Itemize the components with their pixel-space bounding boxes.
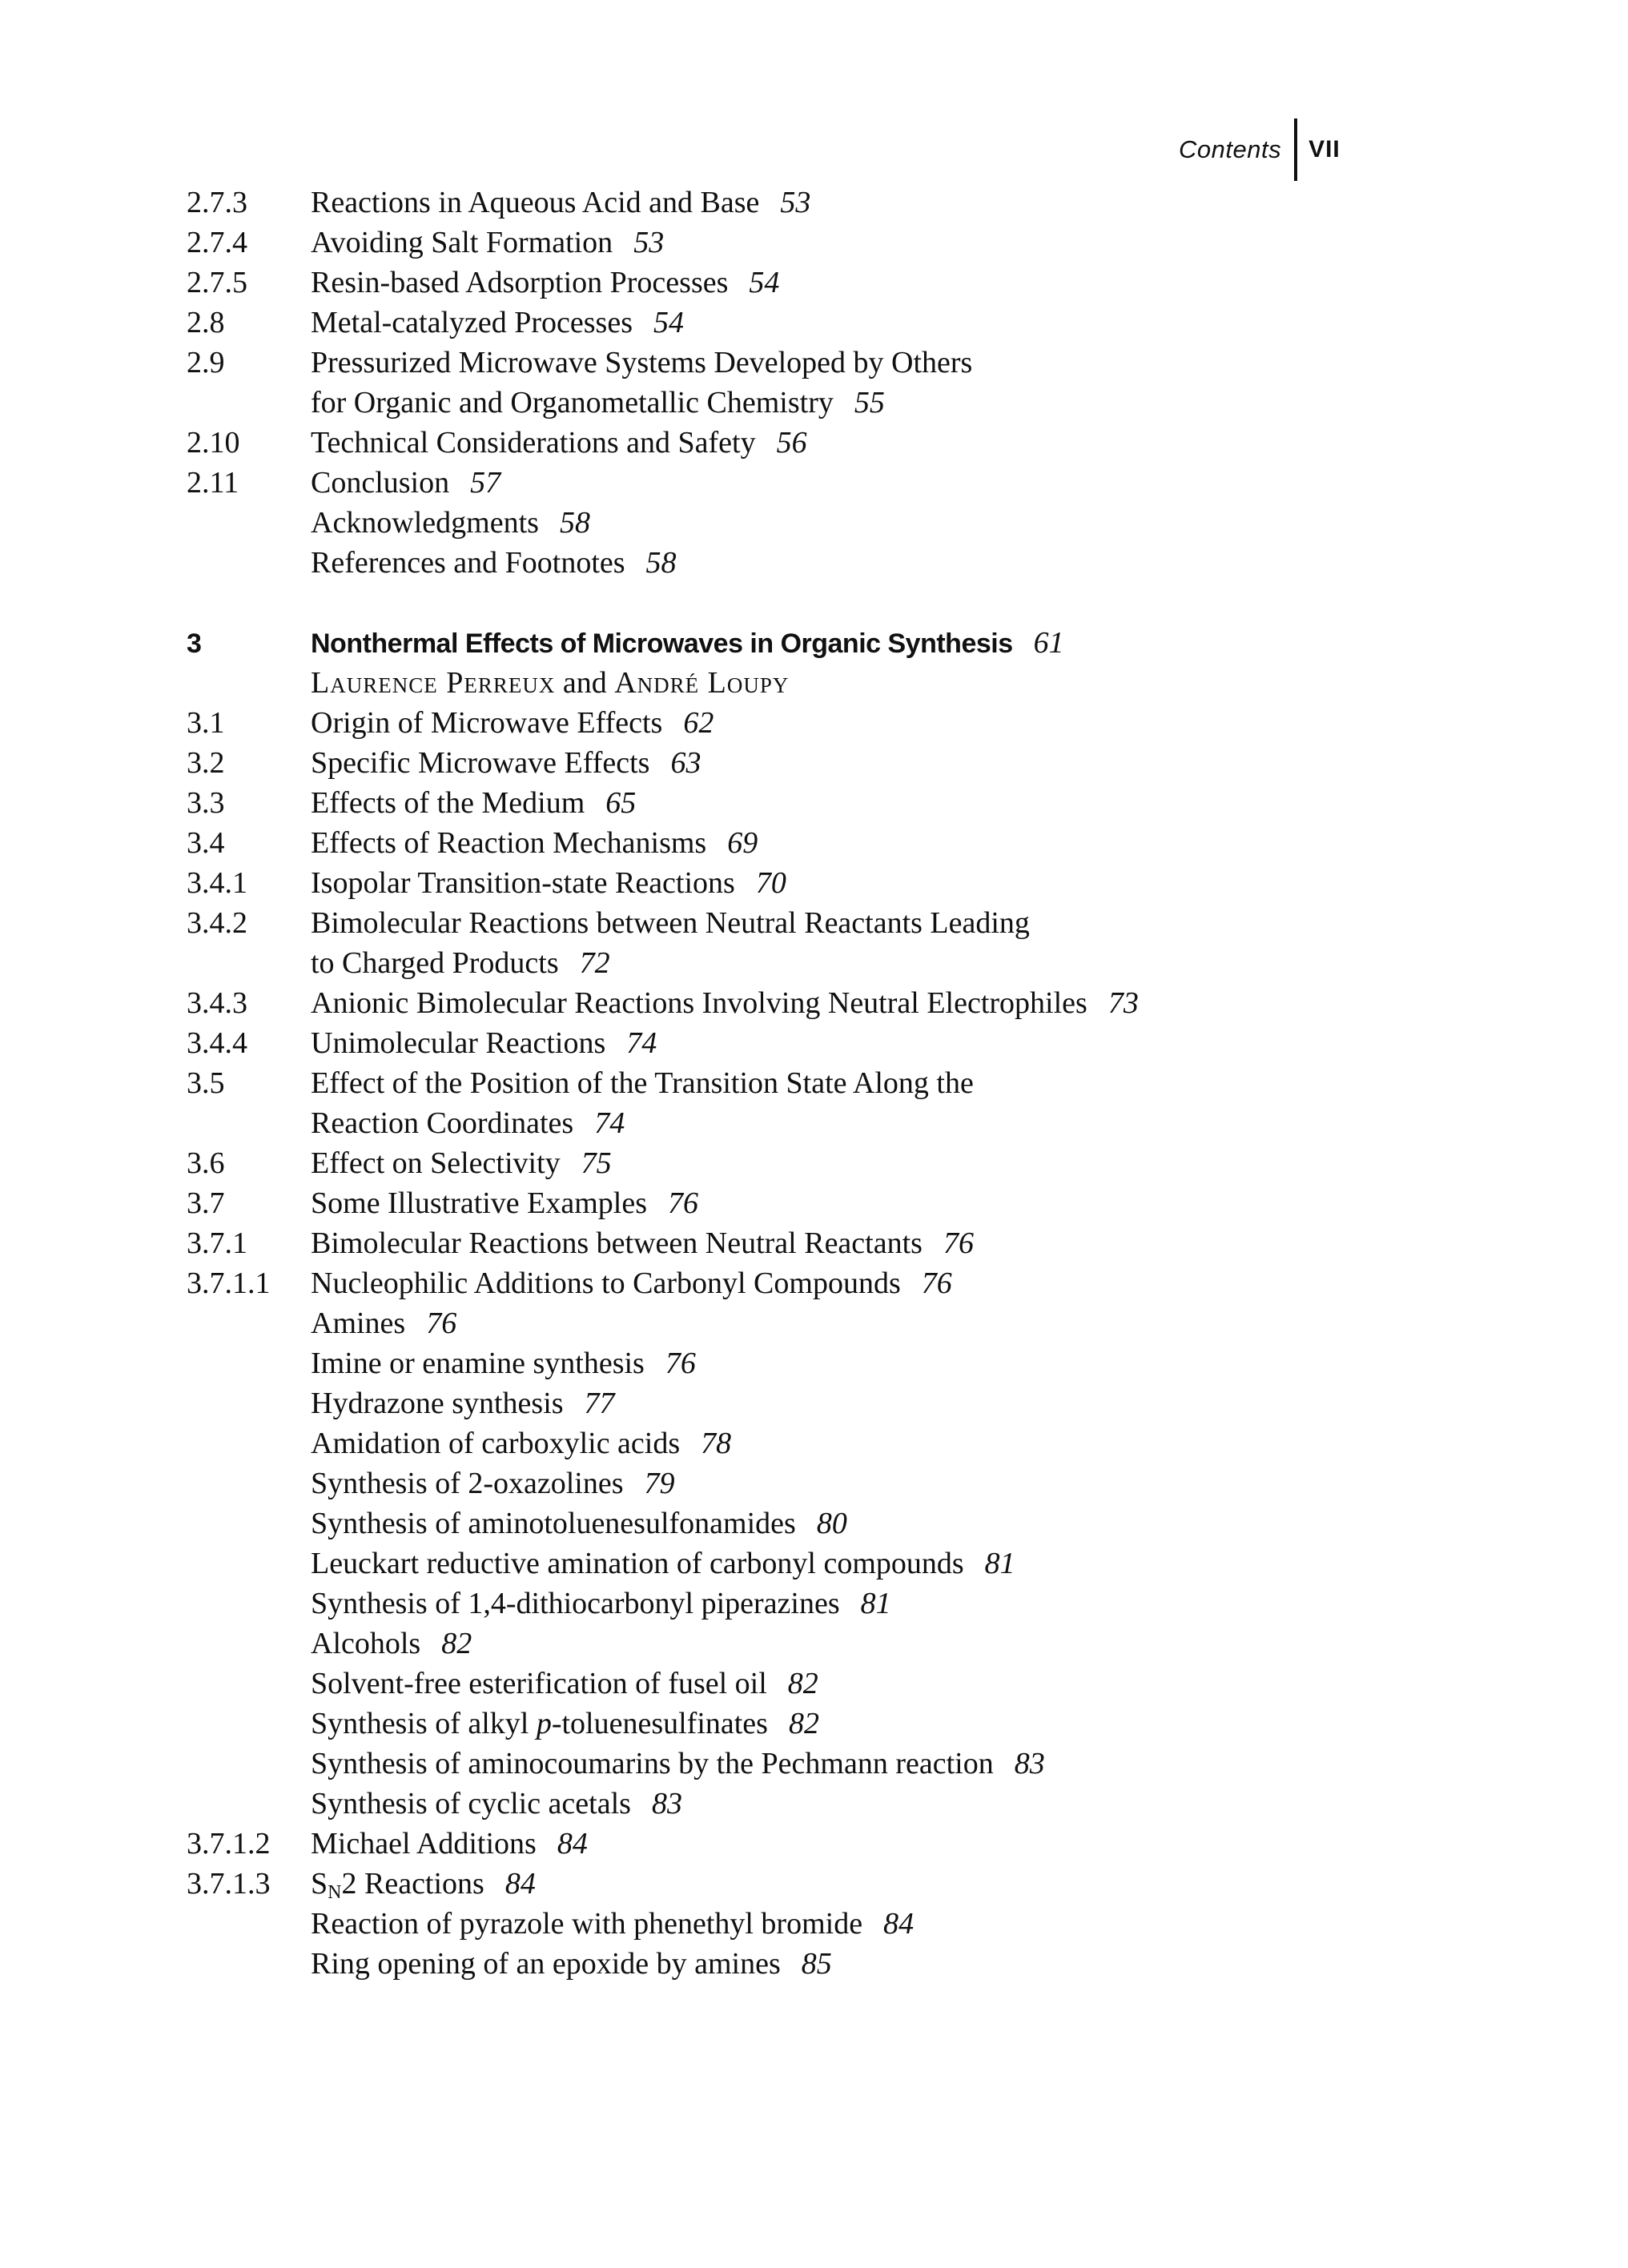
entry-page: 57 [470,466,501,500]
entry-page: 58 [645,546,677,580]
toc-entry-3-4-2 [187,903,1548,943]
toc-entry-2-7-3 [187,183,1548,223]
entry-page: 81 [860,1587,891,1620]
toc-subentry-amines [187,1303,1548,1343]
entry-page: 63 [670,746,701,780]
entry-number: 3.4.1 [187,866,247,900]
entry-number: 3.5 [187,1066,225,1100]
entry-title: Alcohols [311,1627,421,1660]
entry-page: 76 [665,1347,696,1380]
entry-title-italic: p [536,1707,552,1740]
toc-subentry-dithio [187,1584,1548,1624]
chapter-spacer [187,583,1548,623]
entry-page: 69 [727,826,758,860]
entry-title-continued: Reaction Coordinates [311,1106,574,1140]
entry-page: 61 [1033,626,1064,660]
entry-title-part: -toluenesulfinates [551,1707,768,1740]
entry-title: Some Illustrative Examples [311,1186,648,1220]
entry-title: Nucleophilic Additions to Carbonyl Compounds [311,1266,901,1300]
entry-title-part: S [311,1867,328,1901]
entry-number: 3.2 [187,746,225,780]
entry-page: 84 [504,1867,536,1901]
entry-number: 2.10 [187,426,240,460]
toc-subentry-pyrazole [187,1904,1548,1944]
author-name: André Loupy [614,666,790,700]
entry-title: Unimolecular Reactions [311,1026,606,1060]
entry-page: 76 [668,1186,699,1220]
toc-subentry-alkyl [187,1704,1548,1744]
toc-entry-2-11 [187,463,1548,503]
toc-entry-3-1 [187,703,1548,743]
entry-title: Amidation of carboxylic acids [311,1427,681,1460]
entry-title: Bimolecular Reactions between Neutral Reactants Leading [311,906,1030,940]
author-joiner: and [562,666,607,700]
entry-title: Hydrazone synthesis [311,1387,564,1420]
toc-chapter-3 [187,623,1548,663]
entry-number: 2.7.4 [187,226,247,259]
toc-entry-3-7-1-2 [187,1824,1548,1864]
entry-number: 3.7.1.1 [187,1266,271,1300]
chapter-title: Nonthermal Effects of Microwaves in Organic Synthesis [311,628,1013,659]
entry-page: 84 [883,1907,914,1941]
entry-title: Resin-based Adsorption Processes [311,266,729,299]
entry-number: 3.4.3 [187,986,247,1020]
entry-title: Effects of Reaction Mechanisms [311,826,707,860]
entry-title: Synthesis of 2-oxazolines [311,1467,624,1500]
toc-entry-3-4-2-cont [187,943,1548,983]
entry-title-part: Synthesis of alkyl [311,1707,537,1740]
toc-entry-3-7-1-1 [187,1263,1548,1303]
toc-entry-2-9 [187,343,1548,383]
entry-title: Technical Considerations and Safety [311,426,756,460]
toc-entry-3-5-cont [187,1103,1548,1143]
entry-page: 82 [787,1667,818,1700]
toc-entry-2-8 [187,303,1548,343]
running-head [1179,118,1341,181]
entry-page: 77 [584,1387,615,1420]
entry-number: 3.6 [187,1146,225,1180]
entry-page: 84 [557,1827,588,1861]
entry-page: 70 [755,866,786,900]
running-head-rule [1294,118,1297,181]
entry-title: Anionic Bimolecular Reactions Involving Neutral Electrophiles [311,986,1087,1020]
entry-page: 73 [1107,986,1139,1020]
entry-page: 76 [921,1266,952,1300]
toc-entry-3-4-4 [187,1023,1548,1063]
entry-title: Effect on Selectivity [311,1146,561,1180]
entry-title: Origin of Microwave Effects [311,706,663,740]
table-of-contents [187,183,1548,1984]
entry-number: 2.9 [187,346,225,379]
toc-entry-2-7-5 [187,263,1548,303]
toc-entry-3-7 [187,1183,1548,1223]
entry-title: Conclusion [311,466,450,500]
toc-entry-3-6 [187,1143,1548,1183]
entry-page: 82 [441,1627,472,1660]
entry-page: 54 [749,266,780,299]
entry-title-continued: for Organic and Organometallic Chemistry [311,386,834,419]
entry-title-continued: to Charged Products [311,946,559,980]
toc-entry-3-4-1 [187,863,1548,903]
entry-title: Isopolar Transition-state Reactions [311,866,735,900]
entry-title: Amines [311,1307,406,1340]
entry-page: 72 [579,946,610,980]
entry-title: Imine or enamine synthesis [311,1347,645,1380]
entry-page: 58 [559,506,590,540]
entry-number: 2.11 [187,466,239,500]
chapter-authors [187,663,1548,703]
entry-title: Ring opening of an epoxide by amines [311,1947,781,1981]
entry-page: 76 [426,1307,457,1340]
toc-subentry-amidation [187,1423,1548,1463]
entry-title: Pressurized Microwave Systems Developed by Others [311,346,973,379]
toc-entry-3-4 [187,823,1548,863]
entry-title [311,1867,484,1901]
toc-subentry-coumarins [187,1744,1548,1784]
entry-title-part: 2 Reactions [341,1867,484,1901]
entry-title: Synthesis of aminotoluenesulfonamides [311,1507,796,1540]
entry-title: Synthesis of aminocoumarins by the Pechmann reaction [311,1747,994,1780]
toc-subentry-epoxide [187,1944,1548,1984]
toc-entry-2-7-4 [187,223,1548,263]
entry-page: 78 [701,1427,732,1460]
entry-page: 82 [788,1707,819,1740]
toc-subentry-acetals [187,1784,1548,1824]
entry-page: 83 [1014,1747,1045,1780]
entry-page: 53 [780,186,811,219]
toc-entry-3-7-1 [187,1223,1548,1263]
toc-subentry-aminotoluene [187,1503,1548,1543]
entry-page: 53 [633,226,665,259]
entry-title: Specific Microwave Effects [311,746,650,780]
entry-number: 3.4.2 [187,906,247,940]
running-head-label: Contents [1179,135,1282,163]
entry-page: 81 [984,1547,1015,1580]
toc-entry-acknowledgments [187,503,1548,543]
toc-subentry-oxazolines [187,1463,1548,1503]
entry-title: Synthesis of cyclic acetals [311,1787,631,1820]
toc-entry-3-7-1-3 [187,1864,1548,1904]
toc-entry-3-4-3 [187,983,1548,1023]
entry-number: 3.7.1.2 [187,1827,271,1861]
entry-number: 3.1 [187,706,225,740]
entry-title: Reactions in Aqueous Acid and Base [311,186,760,219]
toc-entry-2-9-cont [187,383,1548,423]
entry-page: 75 [581,1146,612,1180]
entry-title: Effect of the Position of the Transition State Along the [311,1066,974,1100]
toc-subentry-imine [187,1343,1548,1383]
entry-title-subscript: N [328,1882,342,1903]
entry-page: 79 [644,1467,675,1500]
entry-number: 3.7.1 [187,1226,247,1260]
chapter-number: 3 [187,628,202,659]
entry-page: 80 [816,1507,847,1540]
entry-title: Solvent-free esterification of fusel oil [311,1667,767,1700]
entry-page: 74 [626,1026,657,1060]
entry-page: 76 [943,1226,974,1260]
entry-number: 3.4.4 [187,1026,247,1060]
entry-number: 2.8 [187,306,225,339]
toc-subentry-alcohols [187,1624,1548,1664]
entry-number: 3.3 [187,786,225,820]
entry-title: Effects of the Medium [311,786,585,820]
entry-page: 54 [653,306,684,339]
author-name: Laurence Perreux [311,666,556,700]
entry-number: 3.7 [187,1186,225,1220]
entry-title [311,1707,768,1740]
entry-page: 56 [776,426,807,460]
entry-page: 74 [594,1106,625,1140]
entry-title: Bimolecular Reactions between Neutral Reactants [311,1226,923,1260]
toc-entry-3-2 [187,743,1548,783]
toc-entry-2-10 [187,423,1548,463]
toc-entry-3-3 [187,783,1548,823]
toc-subentry-leuckart [187,1543,1548,1584]
entry-number: 2.7.3 [187,186,247,219]
entry-title: Leuckart reductive amination of carbonyl compounds [311,1547,964,1580]
entry-number: 2.7.5 [187,266,247,299]
toc-subentry-fusel [187,1664,1548,1704]
entry-page: 83 [651,1787,682,1820]
entry-title: Acknowledgments [311,506,539,540]
entry-title: Synthesis of 1,4-dithiocarbonyl piperazines [311,1587,840,1620]
entry-number: 3.4 [187,826,225,860]
entry-title: Metal-catalyzed Processes [311,306,633,339]
entry-title: Avoiding Salt Formation [311,226,613,259]
entry-page: 55 [854,386,885,419]
toc-entry-3-5 [187,1063,1548,1103]
page-number: VII [1308,136,1341,163]
entry-title: Michael Additions [311,1827,537,1861]
toc-subentry-hydrazone [187,1383,1548,1423]
entry-title: Reaction of pyrazole with phenethyl bromide [311,1907,863,1941]
entry-number: 3.7.1.3 [187,1867,271,1901]
entry-page: 65 [605,786,637,820]
entry-page: 85 [801,1947,832,1981]
entry-page: 62 [683,706,714,740]
entry-title: References and Footnotes [311,546,625,580]
toc-entry-references [187,543,1548,583]
